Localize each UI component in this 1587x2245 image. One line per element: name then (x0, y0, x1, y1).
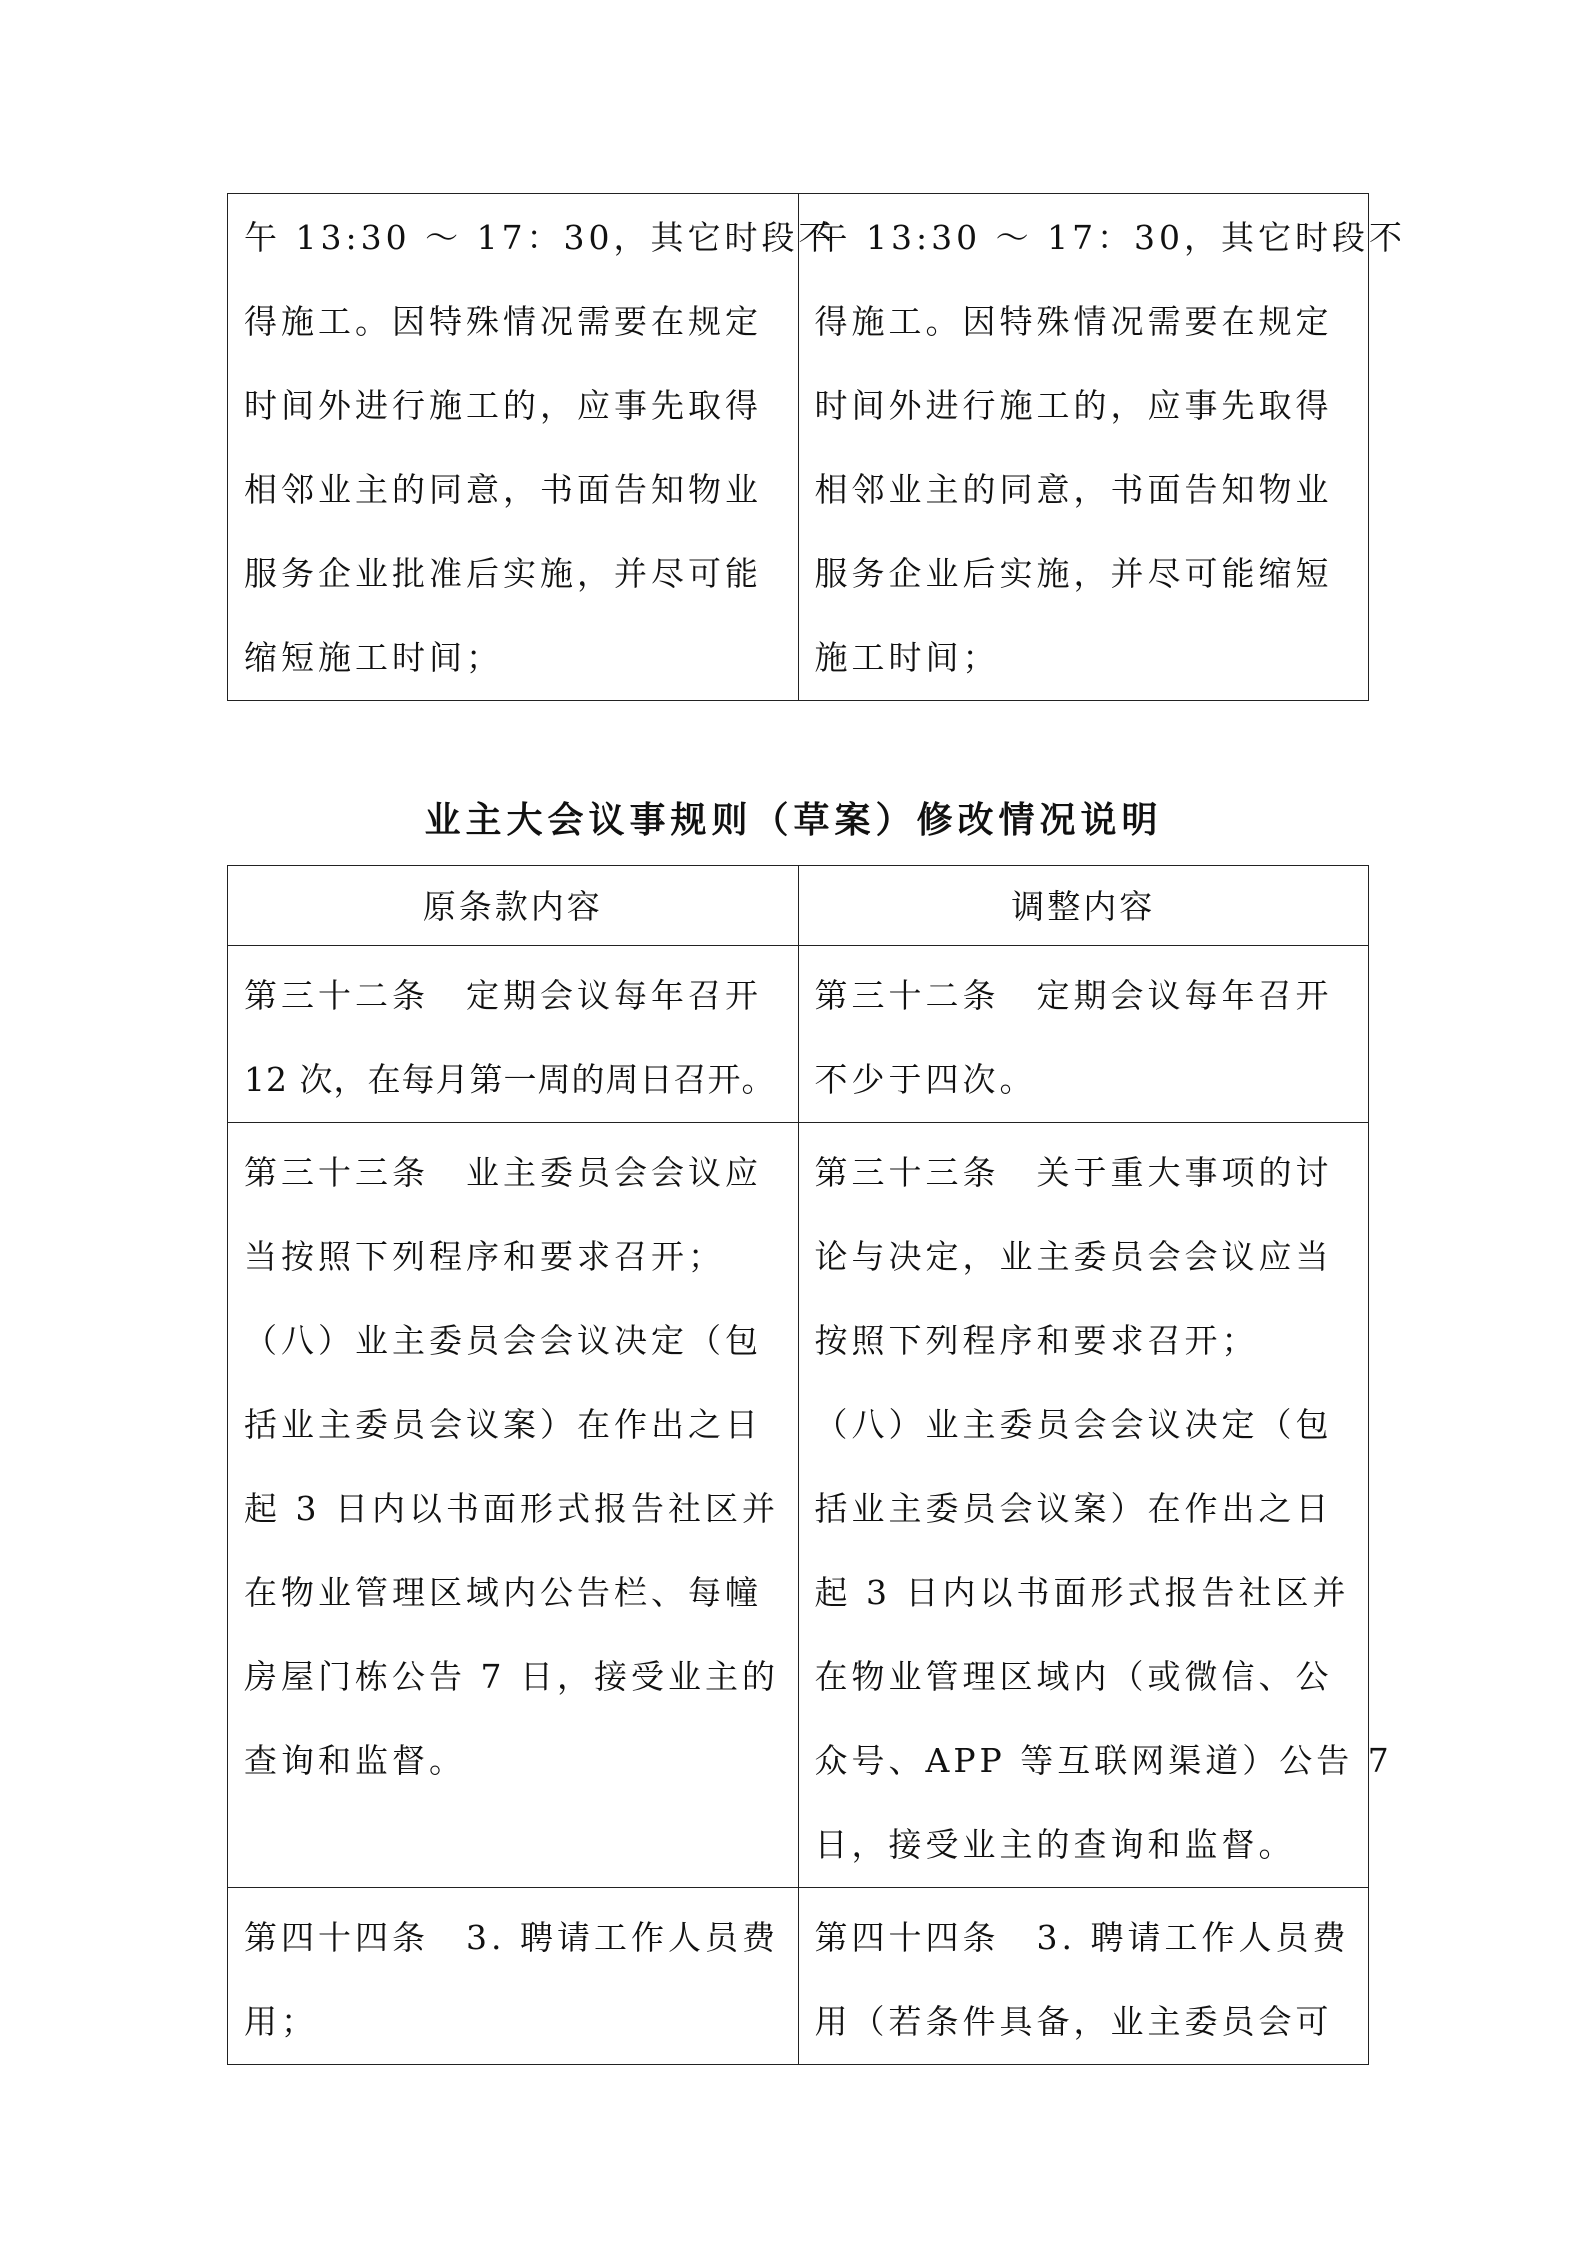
text-line: 用（若条件具备，业主委员会可 (814, 2002, 1333, 2041)
text-line: 第四十四条 3. 聘请工作人员费 (814, 1918, 1350, 1957)
text-line: 午 13:30 ～ 17：30，其它时段不 (244, 218, 836, 257)
text-line: 服务企业批准后实施，并尽可能 (244, 554, 762, 593)
text-line: 用； (244, 2002, 318, 2041)
text-line: 12 次，在每月第一周的周日召开。 (244, 1060, 776, 1099)
text-line: 起 3 日内以书面形式报告社区并 (814, 1573, 1350, 1612)
original-clause-cell (228, 1888, 799, 2065)
adjusted-clause-cell (798, 194, 1407, 701)
text-line: 括业主委员会议案）在作出之日 (244, 1405, 762, 1444)
text-line: 相邻业主的同意，书面告知物业 (814, 470, 1333, 509)
adjusted-clause-cell (798, 1123, 1393, 1888)
text-line: 得施工。因特殊情况需要在规定 (814, 302, 1333, 341)
header-original: 原条款内容 (228, 866, 799, 946)
text-line: 第三十三条 关于重大事项的讨 (814, 1153, 1333, 1192)
text-line: 第四十四条 3. 聘请工作人员费 (244, 1918, 779, 1957)
text-line: 日，接受业主的查询和监督。 (814, 1825, 1296, 1864)
text-line: 在物业管理区域内公告栏、每幢 (244, 1573, 762, 1612)
text-line: 起 3 日内以书面形式报告社区并 (244, 1489, 779, 1528)
text-line: 房屋门栋公告 7 日，接受业主的 (244, 1657, 779, 1696)
continued-comparison-table (227, 193, 1407, 701)
text-line: 施工时间； (814, 638, 1000, 677)
text-line: 第三十二条 定期会议每年召开 (814, 976, 1333, 1015)
text-line: 当按照下列程序和要求召开； (244, 1237, 725, 1276)
text-line: （八）业主委员会会议决定（包 (814, 1405, 1333, 1444)
text-line: 时间外进行施工的，应事先取得 (814, 386, 1333, 425)
text-line: 午 13:30 ～ 17：30，其它时段不 (814, 218, 1407, 257)
text-line: 众号、APP 等互联网渠道）公告 7 (814, 1741, 1393, 1780)
adjusted-clause-cell (798, 946, 1369, 1123)
text-line: 括业主委员会议案）在作出之日 (814, 1489, 1333, 1528)
text-line: 按照下列程序和要求召开； (814, 1321, 1259, 1360)
text-line: 查询和监督。 (244, 1741, 466, 1780)
text-line: 缩短施工时间； (244, 638, 503, 677)
rules-comparison-table (227, 865, 1393, 2065)
table-row (228, 946, 1369, 1123)
text-line: 服务企业后实施，并尽可能缩短 (814, 554, 1333, 593)
table-row (228, 1123, 1369, 1888)
table-row (228, 194, 1369, 701)
table-row (228, 1888, 1369, 2065)
original-clause-cell (228, 1123, 799, 1888)
text-line: 相邻业主的同意，书面告知物业 (244, 470, 762, 509)
header-row (228, 866, 1369, 946)
original-clause-cell (228, 194, 836, 701)
text-line: 第三十二条 定期会议每年召开 (244, 976, 762, 1015)
text-line: 不少于四次。 (814, 1060, 1037, 1099)
original-clause-cell (228, 946, 799, 1123)
text-line: 论与决定，业主委员会会议应当 (814, 1237, 1333, 1276)
header-adjusted: 调整内容 (798, 866, 1369, 946)
text-line: 时间外进行施工的，应事先取得 (244, 386, 762, 425)
text-line: 在物业管理区域内（或微信、公 (814, 1657, 1333, 1696)
adjusted-clause-cell (798, 1888, 1369, 2065)
text-line: 得施工。因特殊情况需要在规定 (244, 302, 762, 341)
text-line: （八）业主委员会会议决定（包 (244, 1321, 762, 1360)
text-line: 第三十三条 业主委员会会议应 (244, 1153, 762, 1192)
section-title: 业主大会议事规则（草案）修改情况说明 (424, 799, 1163, 841)
